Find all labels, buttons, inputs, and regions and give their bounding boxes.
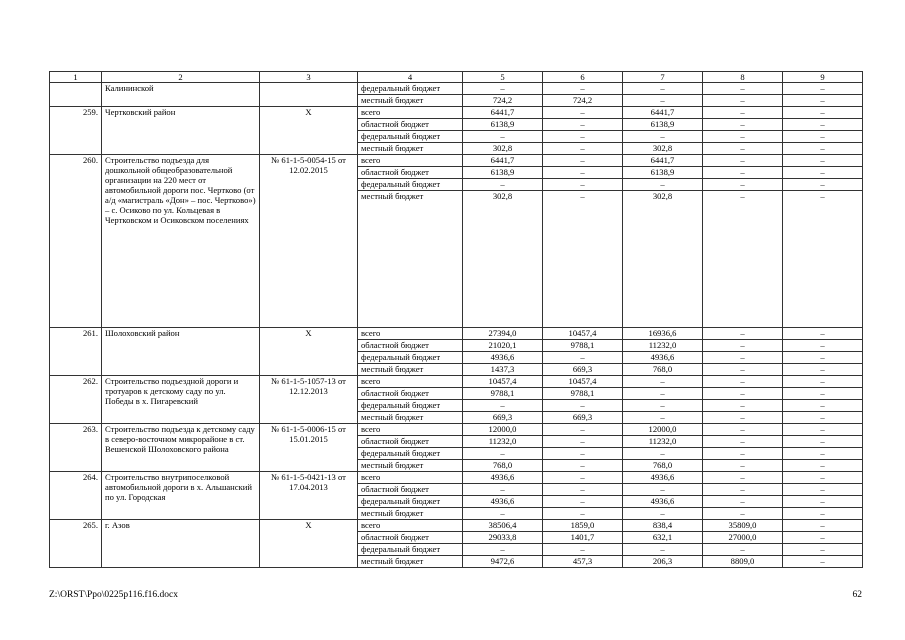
amount-cell: –: [783, 167, 863, 179]
amount-cell: 29033,8: [463, 532, 543, 544]
entry-name: Шолоховский район: [102, 328, 260, 376]
amount-cell: 6138,9: [463, 119, 543, 131]
amount-cell: 27394,0: [463, 328, 543, 340]
amount-cell: –: [703, 424, 783, 436]
amount-cell: –: [543, 155, 623, 167]
amount-cell: –: [783, 95, 863, 107]
budget-type: федеральный бюджет: [358, 352, 463, 364]
amount-cell: –: [543, 436, 623, 448]
amount-cell: 11232,0: [623, 436, 703, 448]
amount-cell: –: [703, 167, 783, 179]
amount-cell: –: [783, 107, 863, 119]
amount-cell: 4936,6: [463, 472, 543, 484]
amount-cell: 16936,6: [623, 328, 703, 340]
amount-cell: 632,1: [623, 532, 703, 544]
budget-type: федеральный бюджет: [358, 544, 463, 556]
amount-cell: –: [543, 167, 623, 179]
amount-cell: –: [463, 400, 543, 412]
approval-document: № 61-1-5-0054-15 от 12.02.2015: [260, 155, 358, 328]
budget-type: областной бюджет: [358, 532, 463, 544]
amount-cell: 9788,1: [543, 340, 623, 352]
amount-cell: –: [783, 484, 863, 496]
budget-type: местный бюджет: [358, 508, 463, 520]
entry-number: 262.: [50, 376, 102, 424]
page-number: 62: [852, 590, 862, 600]
amount-cell: –: [703, 328, 783, 340]
entry-name: Строительство подъездной дороги и тротуаров к детскому саду по ул. Победы в х. Пигаревский: [102, 376, 260, 424]
amount-cell: –: [623, 484, 703, 496]
amount-cell: –: [623, 388, 703, 400]
budget-type: всего: [358, 424, 463, 436]
amount-cell: 6441,7: [623, 107, 703, 119]
amount-cell: 6441,7: [463, 107, 543, 119]
budget-type: областной бюджет: [358, 340, 463, 352]
budget-type: местный бюджет: [358, 143, 463, 155]
budget-type: федеральный бюджет: [358, 83, 463, 95]
amount-cell: 11232,0: [623, 340, 703, 352]
amount-cell: –: [703, 143, 783, 155]
budget-type: местный бюджет: [358, 556, 463, 568]
amount-cell: –: [703, 460, 783, 472]
amount-cell: –: [543, 460, 623, 472]
table-row: [50, 83, 863, 95]
amount-cell: 9472,6: [463, 556, 543, 568]
amount-cell: 1859,0: [543, 520, 623, 532]
amount-cell: –: [623, 544, 703, 556]
budget-type: областной бюджет: [358, 388, 463, 400]
approval-document: № 61-1-5-0006-15 от 15.01.2015: [260, 424, 358, 472]
file-path: Z:\ORST\Ppo\0225p116.f16.docx: [49, 590, 178, 600]
amount-cell: 669,3: [543, 364, 623, 376]
column-number: 7: [623, 72, 703, 83]
amount-cell: 206,3: [623, 556, 703, 568]
table-row: [50, 328, 863, 340]
amount-cell: –: [783, 143, 863, 155]
amount-cell: 768,0: [623, 364, 703, 376]
column-number-row: [50, 72, 863, 83]
amount-cell: –: [783, 532, 863, 544]
amount-cell: –: [783, 448, 863, 460]
amount-cell: 6441,7: [463, 155, 543, 167]
table-body: [50, 83, 863, 568]
amount-cell: –: [543, 83, 623, 95]
amount-cell: –: [783, 508, 863, 520]
amount-cell: 302,8: [463, 143, 543, 155]
amount-cell: –: [703, 119, 783, 131]
entry-name: г. Азов: [102, 520, 260, 568]
amount-cell: –: [463, 83, 543, 95]
amount-cell: –: [463, 179, 543, 191]
amount-cell: –: [783, 364, 863, 376]
amount-cell: –: [543, 191, 623, 328]
entry-number: 263.: [50, 424, 102, 472]
amount-cell: 8809,0: [703, 556, 783, 568]
column-number: 9: [783, 72, 863, 83]
amount-cell: 10457,4: [543, 376, 623, 388]
amount-cell: –: [543, 400, 623, 412]
entry-name: Строительство внутрипоселковой автомобильной дороги в х. Альшанский по ул. Городская: [102, 472, 260, 520]
budget-type: местный бюджет: [358, 95, 463, 107]
amount-cell: –: [463, 448, 543, 460]
budget-type: всего: [358, 472, 463, 484]
amount-cell: –: [783, 179, 863, 191]
budget-type: местный бюджет: [358, 412, 463, 424]
amount-cell: 12000,0: [623, 424, 703, 436]
amount-cell: –: [783, 352, 863, 364]
budget-type: всего: [358, 520, 463, 532]
amount-cell: 4936,6: [623, 472, 703, 484]
budget-type: федеральный бюджет: [358, 448, 463, 460]
amount-cell: 302,8: [463, 191, 543, 328]
amount-cell: –: [783, 544, 863, 556]
entry-name: Строительство подъезда к детскому саду в северо-восточном микрорайоне в ст. Вешенской Шолоховского района: [102, 424, 260, 472]
amount-cell: 302,8: [623, 191, 703, 328]
amount-cell: –: [783, 412, 863, 424]
entry-number: 265.: [50, 520, 102, 568]
amount-cell: –: [783, 520, 863, 532]
amount-cell: –: [703, 83, 783, 95]
column-number: 1: [50, 72, 102, 83]
amount-cell: –: [703, 436, 783, 448]
amount-cell: –: [543, 179, 623, 191]
amount-cell: –: [783, 83, 863, 95]
amount-cell: –: [463, 544, 543, 556]
amount-cell: –: [543, 508, 623, 520]
amount-cell: –: [703, 448, 783, 460]
amount-cell: –: [783, 460, 863, 472]
amount-cell: –: [623, 376, 703, 388]
amount-cell: –: [783, 388, 863, 400]
entry-number: 260.: [50, 155, 102, 328]
amount-cell: –: [783, 472, 863, 484]
budget-type: местный бюджет: [358, 191, 463, 328]
budget-type: федеральный бюджет: [358, 400, 463, 412]
amount-cell: –: [783, 436, 863, 448]
amount-cell: –: [463, 508, 543, 520]
amount-cell: –: [703, 472, 783, 484]
amount-cell: –: [703, 544, 783, 556]
column-number: 2: [102, 72, 260, 83]
approval-document: [260, 83, 358, 107]
amount-cell: –: [543, 544, 623, 556]
approval-document: № 61-1-5-0421-13 от 17.04.2013: [260, 472, 358, 520]
budget-type: всего: [358, 328, 463, 340]
budget-type: всего: [358, 155, 463, 167]
amount-cell: 724,2: [463, 95, 543, 107]
amount-cell: –: [703, 340, 783, 352]
amount-cell: 6441,7: [623, 155, 703, 167]
entry-number: [50, 83, 102, 107]
amount-cell: –: [783, 496, 863, 508]
amount-cell: –: [623, 131, 703, 143]
amount-cell: 768,0: [463, 460, 543, 472]
approval-document: Х: [260, 328, 358, 376]
amount-cell: –: [703, 364, 783, 376]
amount-cell: 1437,3: [463, 364, 543, 376]
amount-cell: –: [623, 95, 703, 107]
amount-cell: 302,8: [623, 143, 703, 155]
table-row: [50, 376, 863, 388]
table-row: [50, 107, 863, 119]
budget-type: областной бюджет: [358, 167, 463, 179]
amount-cell: 9788,1: [463, 388, 543, 400]
budget-type: федеральный бюджет: [358, 131, 463, 143]
amount-cell: –: [623, 508, 703, 520]
amount-cell: –: [543, 484, 623, 496]
amount-cell: 6138,9: [623, 119, 703, 131]
table-row: [50, 472, 863, 484]
amount-cell: 10457,4: [543, 328, 623, 340]
entry-name: Строительство подъезда для дошкольной общеобразовательной организации на 220 мест от автомобильной дороги пос. Чертково (от а/д «магистраль «Дон» – пос. Чертково») – с. Осиково по ул. Кольцевая в Чертковском и Осиковском поселениях: [102, 155, 260, 328]
amount-cell: –: [783, 556, 863, 568]
amount-cell: 4936,6: [623, 496, 703, 508]
amount-cell: –: [783, 191, 863, 328]
amount-cell: –: [623, 412, 703, 424]
amount-cell: 669,3: [543, 412, 623, 424]
amount-cell: 4936,6: [623, 352, 703, 364]
amount-cell: –: [543, 424, 623, 436]
amount-cell: 6138,9: [463, 167, 543, 179]
amount-cell: –: [543, 448, 623, 460]
amount-cell: –: [703, 95, 783, 107]
amount-cell: –: [703, 376, 783, 388]
budget-type: областной бюджет: [358, 119, 463, 131]
amount-cell: 35809,0: [703, 520, 783, 532]
amount-cell: –: [783, 131, 863, 143]
column-number: 5: [463, 72, 543, 83]
amount-cell: –: [623, 179, 703, 191]
amount-cell: –: [703, 131, 783, 143]
budget-type: всего: [358, 107, 463, 119]
approval-document: № 61-1-5-1057-13 от 12.12.2013: [260, 376, 358, 424]
amount-cell: –: [543, 119, 623, 131]
entry-number: 264.: [50, 472, 102, 520]
amount-cell: 27000,0: [703, 532, 783, 544]
amount-cell: –: [623, 400, 703, 412]
budget-type: федеральный бюджет: [358, 496, 463, 508]
amount-cell: –: [703, 107, 783, 119]
amount-cell: 6138,9: [623, 167, 703, 179]
amount-cell: 768,0: [623, 460, 703, 472]
budget-type: областной бюджет: [358, 436, 463, 448]
amount-cell: 724,2: [543, 95, 623, 107]
amount-cell: –: [543, 472, 623, 484]
amount-cell: –: [543, 143, 623, 155]
amount-cell: 4936,6: [463, 352, 543, 364]
entry-name: Чертковский район: [102, 107, 260, 155]
amount-cell: 1401,7: [543, 532, 623, 544]
amount-cell: –: [783, 424, 863, 436]
entry-name: Калининской: [102, 83, 260, 107]
amount-cell: 12000,0: [463, 424, 543, 436]
amount-cell: –: [703, 191, 783, 328]
amount-cell: –: [543, 107, 623, 119]
table-row: [50, 520, 863, 532]
approval-document: Х: [260, 520, 358, 568]
amount-cell: 457,3: [543, 556, 623, 568]
budget-type: федеральный бюджет: [358, 179, 463, 191]
amount-cell: 10457,4: [463, 376, 543, 388]
entry-number: 261.: [50, 328, 102, 376]
column-number: 6: [543, 72, 623, 83]
budget-type: местный бюджет: [358, 460, 463, 472]
amount-cell: 9788,1: [543, 388, 623, 400]
amount-cell: –: [703, 484, 783, 496]
amount-cell: –: [783, 376, 863, 388]
amount-cell: –: [783, 119, 863, 131]
amount-cell: –: [783, 328, 863, 340]
column-number: 4: [358, 72, 463, 83]
approval-document: Х: [260, 107, 358, 155]
amount-cell: –: [703, 352, 783, 364]
amount-cell: 11232,0: [463, 436, 543, 448]
amount-cell: –: [703, 400, 783, 412]
budget-type: местный бюджет: [358, 364, 463, 376]
amount-cell: 669,3: [463, 412, 543, 424]
budget-type: всего: [358, 376, 463, 388]
amount-cell: –: [463, 131, 543, 143]
amount-cell: –: [703, 496, 783, 508]
entry-number: 259.: [50, 107, 102, 155]
amount-cell: –: [783, 340, 863, 352]
amount-cell: 38506,4: [463, 520, 543, 532]
amount-cell: –: [703, 508, 783, 520]
amount-cell: –: [783, 155, 863, 167]
amount-cell: –: [703, 179, 783, 191]
amount-cell: –: [543, 131, 623, 143]
amount-cell: 4936,6: [463, 496, 543, 508]
amount-cell: –: [463, 484, 543, 496]
budget-table: [49, 71, 863, 568]
amount-cell: 838,4: [623, 520, 703, 532]
amount-cell: –: [543, 496, 623, 508]
amount-cell: –: [703, 388, 783, 400]
column-number: 8: [703, 72, 783, 83]
table-row: [50, 155, 863, 167]
budget-type: областной бюджет: [358, 484, 463, 496]
amount-cell: –: [543, 352, 623, 364]
table-row: [50, 424, 863, 436]
amount-cell: 21020,1: [463, 340, 543, 352]
amount-cell: –: [623, 448, 703, 460]
amount-cell: –: [703, 155, 783, 167]
amount-cell: –: [703, 412, 783, 424]
amount-cell: –: [783, 400, 863, 412]
column-number: 3: [260, 72, 358, 83]
amount-cell: –: [623, 83, 703, 95]
